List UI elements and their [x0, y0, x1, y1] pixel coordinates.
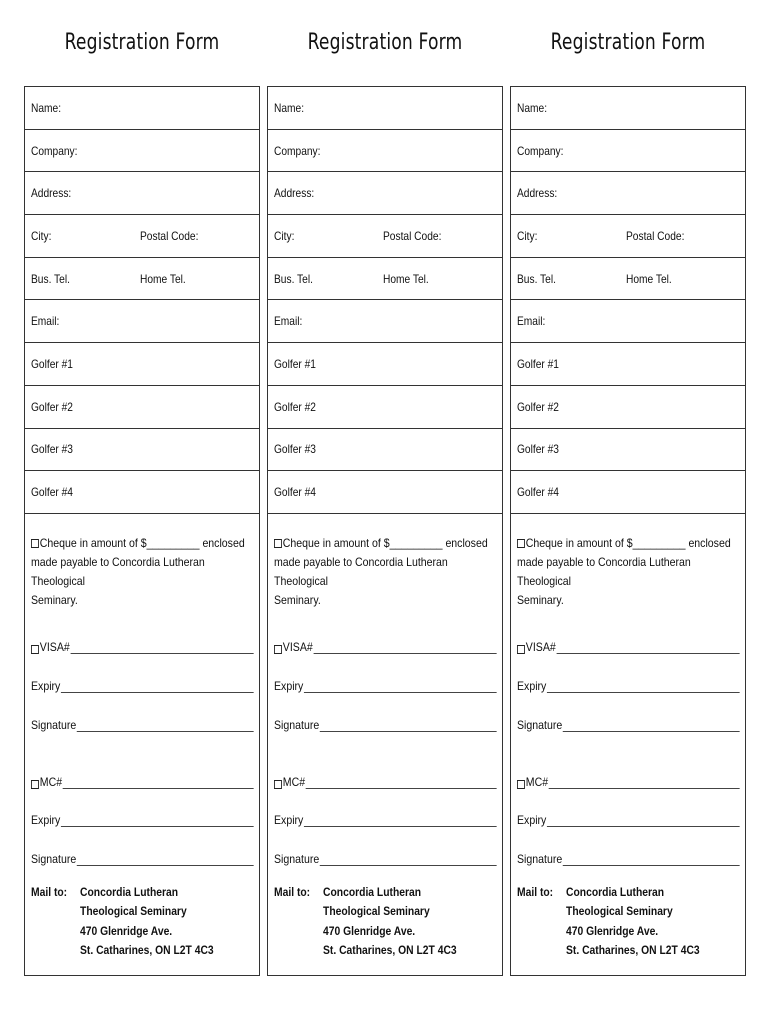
city-postal-field[interactable]: [268, 215, 502, 258]
payment-section: [268, 514, 502, 961]
cheque-line-3: Seminary.: [31, 592, 78, 607]
city-label: City:: [31, 228, 52, 243]
address-field[interactable]: [511, 172, 745, 215]
city-label: City:: [274, 228, 295, 243]
visa-number-field[interactable]: [31, 640, 254, 654]
email-label: Email:: [274, 314, 303, 329]
email-label: Email:: [517, 314, 546, 329]
bus-tel-label: Bus. Tel.: [31, 271, 70, 286]
expiry-label: Expiry: [31, 812, 61, 827]
golfer-4-field[interactable]: [268, 471, 502, 514]
golfer-3-field[interactable]: [25, 429, 259, 472]
cheque-option: [517, 534, 741, 610]
registration-form-2: [267, 0, 503, 980]
mc-label: MC#: [525, 774, 549, 789]
telephone-field[interactable]: [268, 258, 502, 301]
bus-tel-label: Bus. Tel.: [274, 271, 313, 286]
golfer-1-field[interactable]: [268, 343, 502, 386]
form-box: [24, 86, 260, 976]
cheque-line-2: made payable to Concordia Lutheran Theological: [31, 554, 205, 588]
visa-expiry-field[interactable]: [31, 679, 254, 693]
visa-signature-field[interactable]: [274, 718, 497, 732]
mc-signature-field[interactable]: [31, 852, 254, 866]
company-label: Company:: [517, 143, 564, 158]
address-label: Address:: [274, 186, 315, 201]
expiry-label: Expiry: [517, 678, 547, 693]
mail-line-4: St. Catharines, ON L2T 4C3: [566, 943, 700, 958]
postal-code-label: Postal Code:: [383, 228, 442, 243]
address-field[interactable]: [268, 172, 502, 215]
address-label: Address:: [517, 186, 558, 201]
company-label: Company:: [31, 143, 78, 158]
golfer-2-label: Golfer #2: [517, 399, 559, 414]
mail-line-2: Theological Seminary: [566, 904, 673, 919]
signature-label: Signature: [31, 851, 77, 866]
mc-number-field[interactable]: [274, 775, 497, 789]
email-label: Email:: [31, 314, 60, 329]
email-field[interactable]: [25, 300, 259, 343]
telephone-field[interactable]: [511, 258, 745, 301]
home-tel-label: Home Tel.: [383, 271, 429, 286]
postal-code-label: Postal Code:: [140, 228, 199, 243]
cheque-checkbox[interactable]: [274, 539, 282, 548]
visa-checkbox[interactable]: [274, 645, 282, 654]
golfer-3-field[interactable]: [268, 429, 502, 472]
mc-expiry-field[interactable]: [517, 813, 740, 827]
visa-checkbox[interactable]: [31, 645, 39, 654]
address-label: Address:: [31, 186, 72, 201]
form-title: Registration Form: [64, 30, 220, 55]
golfer-4-field[interactable]: [25, 471, 259, 514]
golfer-2-field[interactable]: [268, 386, 502, 429]
form-box: [510, 86, 746, 976]
golfer-1-field[interactable]: [511, 343, 745, 386]
mc-checkbox[interactable]: [31, 780, 39, 789]
golfer-4-label: Golfer #4: [517, 485, 559, 500]
cheque-option: [274, 534, 498, 610]
mc-checkbox[interactable]: [517, 780, 525, 789]
golfer-1-label: Golfer #1: [274, 356, 316, 371]
mc-label: MC#: [39, 774, 63, 789]
golfer-1-field[interactable]: [25, 343, 259, 386]
company-field[interactable]: [268, 130, 502, 173]
cheque-option: [31, 534, 255, 610]
expiry-label: Expiry: [31, 678, 61, 693]
email-field[interactable]: [268, 300, 502, 343]
cheque-line-2: made payable to Concordia Lutheran Theological: [274, 554, 448, 588]
expiry-label: Expiry: [274, 812, 304, 827]
golfer-3-label: Golfer #3: [517, 442, 559, 457]
mc-number-field[interactable]: [517, 775, 740, 789]
name-label: Name:: [274, 100, 305, 115]
telephone-field[interactable]: [25, 258, 259, 301]
cheque-line-3: Seminary.: [274, 592, 321, 607]
golfer-4-label: Golfer #4: [31, 485, 73, 500]
mail-line-4: St. Catharines, ON L2T 4C3: [323, 943, 457, 958]
company-label: Company:: [274, 143, 321, 158]
signature-label: Signature: [31, 717, 77, 732]
payment-section: [25, 514, 259, 961]
city-postal-field[interactable]: [25, 215, 259, 258]
visa-label: VISA#: [39, 639, 70, 654]
city-postal-field[interactable]: [511, 215, 745, 258]
cheque-checkbox[interactable]: [517, 539, 525, 548]
mail-line-3: 470 Glenridge Ave.: [323, 923, 416, 938]
mail-line-1: Concordia Lutheran: [323, 884, 422, 899]
mail-line-3: 470 Glenridge Ave.: [566, 923, 659, 938]
mc-signature-field[interactable]: [274, 852, 497, 866]
mail-line-1: Concordia Lutheran: [566, 884, 665, 899]
form-title: Registration Form: [550, 30, 706, 55]
name-field[interactable]: [511, 87, 745, 130]
mc-number-field[interactable]: [31, 775, 254, 789]
company-field[interactable]: [511, 130, 745, 173]
mc-expiry-field[interactable]: [274, 813, 497, 827]
visa-checkbox[interactable]: [517, 645, 525, 654]
mc-checkbox[interactable]: [274, 780, 282, 789]
form-box: [267, 86, 503, 976]
mailing-address: [517, 883, 749, 961]
name-label: Name:: [517, 100, 548, 115]
visa-label: VISA#: [282, 639, 313, 654]
visa-signature-field[interactable]: [517, 718, 740, 732]
city-label: City:: [517, 228, 538, 243]
signature-label: Signature: [517, 717, 563, 732]
cheque-line-1: Cheque in amount of $_________ enclosed: [39, 535, 245, 550]
golfer-3-label: Golfer #3: [31, 442, 73, 457]
cheque-line-1: Cheque in amount of $_________ enclosed: [282, 535, 488, 550]
mc-signature-field[interactable]: [517, 852, 740, 866]
mc-label: MC#: [282, 774, 306, 789]
company-field[interactable]: [25, 130, 259, 173]
golfer-1-label: Golfer #1: [517, 356, 559, 371]
visa-expiry-field[interactable]: [517, 679, 740, 693]
cheque-line-2: made payable to Concordia Lutheran Theological: [517, 554, 691, 588]
mail-to-label: Mail to:: [31, 884, 68, 899]
signature-label: Signature: [274, 851, 320, 866]
address-field[interactable]: [25, 172, 259, 215]
mailing-address: [274, 883, 506, 961]
registration-form-1: [24, 0, 260, 980]
cheque-line-3: Seminary.: [517, 592, 564, 607]
visa-signature-field[interactable]: [31, 718, 254, 732]
mail-to-label: Mail to:: [517, 884, 554, 899]
signature-label: Signature: [517, 851, 563, 866]
golfer-2-label: Golfer #2: [31, 399, 73, 414]
visa-label: VISA#: [525, 639, 556, 654]
golfer-4-label: Golfer #4: [274, 485, 316, 500]
golfer-2-field[interactable]: [511, 386, 745, 429]
golfer-2-field[interactable]: [25, 386, 259, 429]
name-field[interactable]: [25, 87, 259, 130]
name-label: Name:: [31, 100, 62, 115]
expiry-label: Expiry: [274, 678, 304, 693]
registration-form-3: [510, 0, 746, 980]
golfer-4-field[interactable]: [511, 471, 745, 514]
cheque-line-1: Cheque in amount of $_________ enclosed: [525, 535, 731, 550]
mail-line-2: Theological Seminary: [323, 904, 430, 919]
visa-number-field[interactable]: [517, 640, 740, 654]
home-tel-label: Home Tel.: [140, 271, 186, 286]
visa-number-field[interactable]: [274, 640, 497, 654]
postal-code-label: Postal Code:: [626, 228, 685, 243]
expiry-label: Expiry: [517, 812, 547, 827]
email-field[interactable]: [511, 300, 745, 343]
mail-line-3: 470 Glenridge Ave.: [80, 923, 173, 938]
mail-line-4: St. Catharines, ON L2T 4C3: [80, 943, 214, 958]
payment-section: [511, 514, 745, 961]
mail-line-1: Concordia Lutheran: [80, 884, 179, 899]
golfer-3-field[interactable]: [511, 429, 745, 472]
mc-expiry-field[interactable]: [31, 813, 254, 827]
mail-line-2: Theological Seminary: [80, 904, 187, 919]
mail-to-label: Mail to:: [274, 884, 311, 899]
name-field[interactable]: [268, 87, 502, 130]
form-title: Registration Form: [307, 30, 463, 55]
cheque-checkbox[interactable]: [31, 539, 39, 548]
golfer-2-label: Golfer #2: [274, 399, 316, 414]
golfer-3-label: Golfer #3: [274, 442, 316, 457]
bus-tel-label: Bus. Tel.: [517, 271, 556, 286]
home-tel-label: Home Tel.: [626, 271, 672, 286]
visa-expiry-field[interactable]: [274, 679, 497, 693]
signature-label: Signature: [274, 717, 320, 732]
mailing-address: [31, 883, 263, 961]
golfer-1-label: Golfer #1: [31, 356, 73, 371]
